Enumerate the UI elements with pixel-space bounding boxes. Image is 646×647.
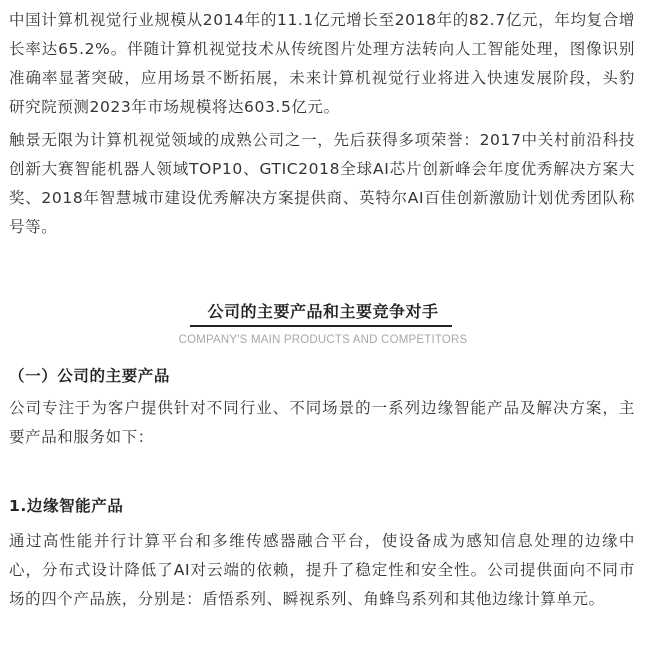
edge-products-heading: 1.边缘智能产品 (9, 497, 124, 515)
products-heading: （一）公司的主要产品 (9, 367, 171, 385)
honors-paragraph: 触景无限为计算机视觉领域的成熟公司之一，先后获得多项荣誉：2017中关村前沿科技创新大赛智能机器人领域TOP10、GTIC2018全球AI芯片创新峰会年度优秀解决方案大奖、2018年智慧城市建设优秀解决方案提供商、英特尔AI百佳创新激励计划优秀团队称号等。 (9, 131, 635, 236)
market-paragraph: 中国计算机视觉行业规模从2014年的11.1亿元增长至2018年的82.7亿元，年均复合增长率达65.2%。伴随计算机视觉技术从传统图片处理方法转向人工智能处理，图像识别准确率显著突破，应用场景不断拓展，未来计算机视觉行业将进入快速发展阶段，头豹研究院预测2023年市场规模将达603.5亿元。 (9, 11, 635, 116)
edge-products-paragraph: 通过高性能并行计算平台和多维传感器融合平台，使设备成为感知信息处理的边缘中心，分布式设计降低了AI对云端的依赖，提升了稳定性和安全性。公司提供面向不同市场的四个产品族，分别是：盾悟系列、瞬视系列、角蜂鸟系列和其他边缘计算单元。 (9, 532, 635, 608)
section-subtitle: COMPANY'S MAIN PRODUCTS AND COMPETITORS (178, 334, 468, 346)
products-intro-paragraph: 公司专注于为客户提供针对不同行业、不同场景的一系列边缘智能产品及解决方案，主要产品和服务如下： (9, 399, 635, 446)
section-title-underline (190, 325, 452, 327)
section-title: 公司的主要产品和主要竞争对手 (207, 302, 439, 321)
